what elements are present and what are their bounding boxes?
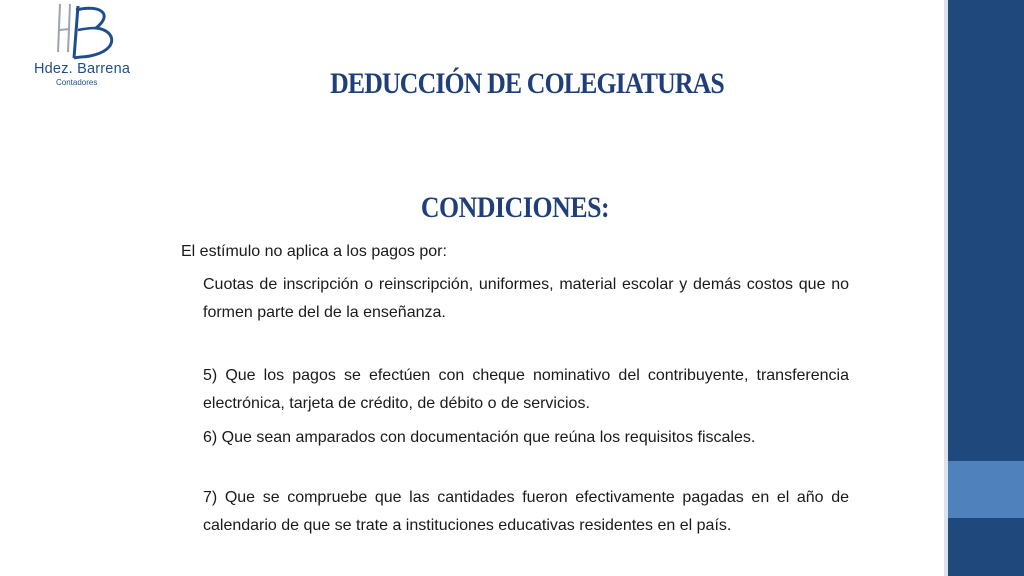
slide-subtitle: CONDICIONES: xyxy=(420,191,610,224)
sidebar-accent-block xyxy=(948,461,1024,518)
condition-item-exclusions xyxy=(203,271,849,327)
logo-company-subtitle: Contadores xyxy=(56,78,98,87)
intro-text: El estímulo no aplica a los pagos por: xyxy=(181,243,447,260)
condition-item-text: Cuotas de inscripción o reinscripción, uniformes, material escolar y demás costos que no formen parte del de la enseñanza. xyxy=(203,276,849,321)
condition-item-6 xyxy=(203,424,849,452)
slide-title: DEDUCCIÓN DE COLEGIATURAS xyxy=(330,67,724,100)
condition-item-text: 6) Que sean amparados con documentación que reúna los requisitos fiscales. xyxy=(203,429,756,446)
condition-item-7 xyxy=(203,484,849,540)
logo-company-name: Hdez. Barrena xyxy=(34,61,131,77)
condition-item-text: 7) Que se compruebe que las cantidades fueron efectivamente pagadas en el año de calendario de que se trate a instituciones educativas residentes en el país. xyxy=(203,489,849,534)
condition-item-text: 5) Que los pagos se efectúen con cheque nominativo del contribuyente, transferencia electrónica, tarjeta de crédito, de débito o de servicios. xyxy=(203,367,849,412)
condition-item-5 xyxy=(203,362,849,418)
